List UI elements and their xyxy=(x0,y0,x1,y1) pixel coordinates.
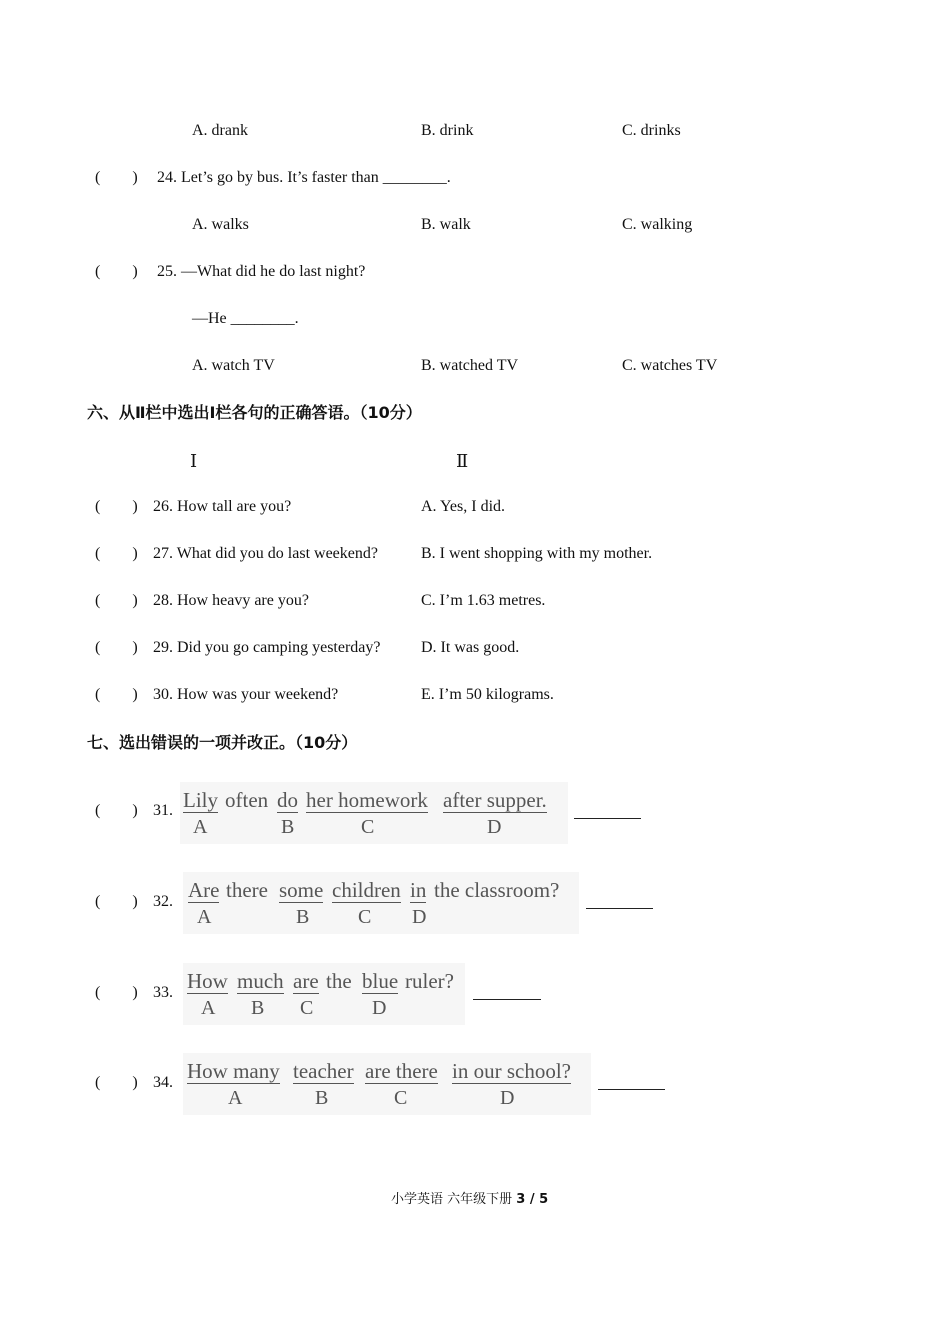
column-header-i: Ⅰ xyxy=(190,451,198,471)
answer-blank[interactable] xyxy=(586,908,653,909)
letter-c: C xyxy=(300,997,314,1019)
question-number: 34. xyxy=(153,1074,173,1091)
section-heading: 七、选出错误的一项并改正。（10分） xyxy=(87,733,358,752)
match-question: 26. How tall are you? xyxy=(153,498,292,515)
segment-a: How many xyxy=(187,1059,280,1083)
letter-a: A xyxy=(228,1087,243,1109)
segment: the xyxy=(326,969,352,993)
match-question: 30. How was your weekend? xyxy=(153,686,339,703)
segment-a: Lily xyxy=(183,788,218,812)
error-sentence-image xyxy=(183,963,465,1025)
error-sentence-image xyxy=(183,1053,591,1115)
footer-label: 小学英语 六年级下册 xyxy=(391,1192,517,1207)
segment-d: blue xyxy=(362,969,399,993)
segment-b: much xyxy=(237,969,284,993)
letter-b: B xyxy=(296,906,310,928)
match-answer: C. I’m 1.63 metres. xyxy=(421,592,546,609)
match-question: 29. Did you go camping yesterday? xyxy=(153,639,381,656)
letter-c: C xyxy=(358,906,372,928)
match-question: 27. What did you do last weekend? xyxy=(153,545,378,562)
answer-blank[interactable] xyxy=(473,999,541,1000)
answer-paren[interactable]: ( ) xyxy=(95,169,138,186)
segment-d: in our school? xyxy=(452,1059,571,1083)
segment: ruler? xyxy=(405,969,454,993)
segment-d: after supper. xyxy=(443,788,547,812)
question-stem: 25. —What did he do last night? xyxy=(157,263,366,280)
letter-a: A xyxy=(197,906,212,928)
letter-d: D xyxy=(412,906,427,928)
answer-paren[interactable]: ( ) xyxy=(95,263,138,280)
segment-c: children xyxy=(332,878,401,902)
match-question: 28. How heavy are you? xyxy=(153,592,309,609)
page-footer xyxy=(391,1188,548,1207)
segment-c: are xyxy=(293,969,319,993)
question-stem: 24. Let’s go by bus. It’s faster than ________. xyxy=(157,169,451,186)
error-sentence-image xyxy=(183,872,579,934)
q23-option-c: C. drinks xyxy=(622,122,681,139)
letter-d: D xyxy=(372,997,387,1019)
answer-paren[interactable]: ( ) xyxy=(95,1074,138,1091)
segment-b: do xyxy=(277,788,298,812)
segment-a: How xyxy=(187,969,228,993)
page-number: 3 / 5 xyxy=(516,1192,549,1207)
answer-paren[interactable]: ( ) xyxy=(95,639,138,656)
question-number: 32. xyxy=(153,893,173,910)
error-sentence-image xyxy=(180,782,568,844)
question-line2: —He ________. xyxy=(192,310,299,327)
letter-a: A xyxy=(193,816,208,838)
letter-c: C xyxy=(394,1087,408,1109)
q23-option-b: B. drink xyxy=(421,122,474,139)
q23-option-a: A. drank xyxy=(192,122,248,139)
letter-d: D xyxy=(500,1087,515,1109)
letter-b: B xyxy=(251,997,265,1019)
segment: the classroom? xyxy=(434,878,560,902)
answer-paren[interactable]: ( ) xyxy=(95,686,138,703)
q25-option-a: A. watch TV xyxy=(192,357,275,374)
match-answer: D. It was good. xyxy=(421,639,520,656)
answer-blank[interactable] xyxy=(574,818,641,819)
q25-option-c: C. watches TV xyxy=(622,357,718,374)
answer-paren[interactable]: ( ) xyxy=(95,893,138,910)
segment-b: some xyxy=(279,878,324,902)
segment-a: Are xyxy=(188,878,220,902)
answer-paren[interactable]: ( ) xyxy=(95,498,138,515)
match-answer: A. Yes, I did. xyxy=(421,498,506,515)
column-header-ii: Ⅱ xyxy=(456,451,469,471)
answer-blank[interactable] xyxy=(598,1089,665,1090)
letter-d: D xyxy=(487,816,502,838)
letter-c: C xyxy=(361,816,375,838)
letter-b: B xyxy=(315,1087,329,1109)
answer-paren[interactable]: ( ) xyxy=(95,802,138,819)
answer-paren[interactable]: ( ) xyxy=(95,592,138,609)
answer-paren[interactable]: ( ) xyxy=(95,545,138,562)
q24-option-c: C. walking xyxy=(622,216,693,233)
segment-c: her homework xyxy=(306,788,428,812)
match-answer: E. I’m 50 kilograms. xyxy=(421,686,554,703)
segment: often xyxy=(225,788,269,812)
q24-option-a: A. walks xyxy=(192,216,249,233)
segment: there xyxy=(226,878,268,902)
letter-b: B xyxy=(281,816,295,838)
match-answer: B. I went shopping with my mother. xyxy=(421,545,653,562)
q25-option-b: B. watched TV xyxy=(421,357,519,374)
question-number: 31. xyxy=(153,802,173,819)
q24-option-b: B. walk xyxy=(421,216,471,233)
question-number: 33. xyxy=(153,984,173,1001)
segment-b: teacher xyxy=(293,1059,354,1083)
letter-a: A xyxy=(201,997,216,1019)
section-heading: 六、从Ⅱ栏中选出Ⅰ栏各句的正确答语。（10分） xyxy=(87,403,422,422)
segment-c: are there xyxy=(365,1059,438,1083)
segment-d: in xyxy=(410,878,427,902)
answer-paren[interactable]: ( ) xyxy=(95,984,138,1001)
